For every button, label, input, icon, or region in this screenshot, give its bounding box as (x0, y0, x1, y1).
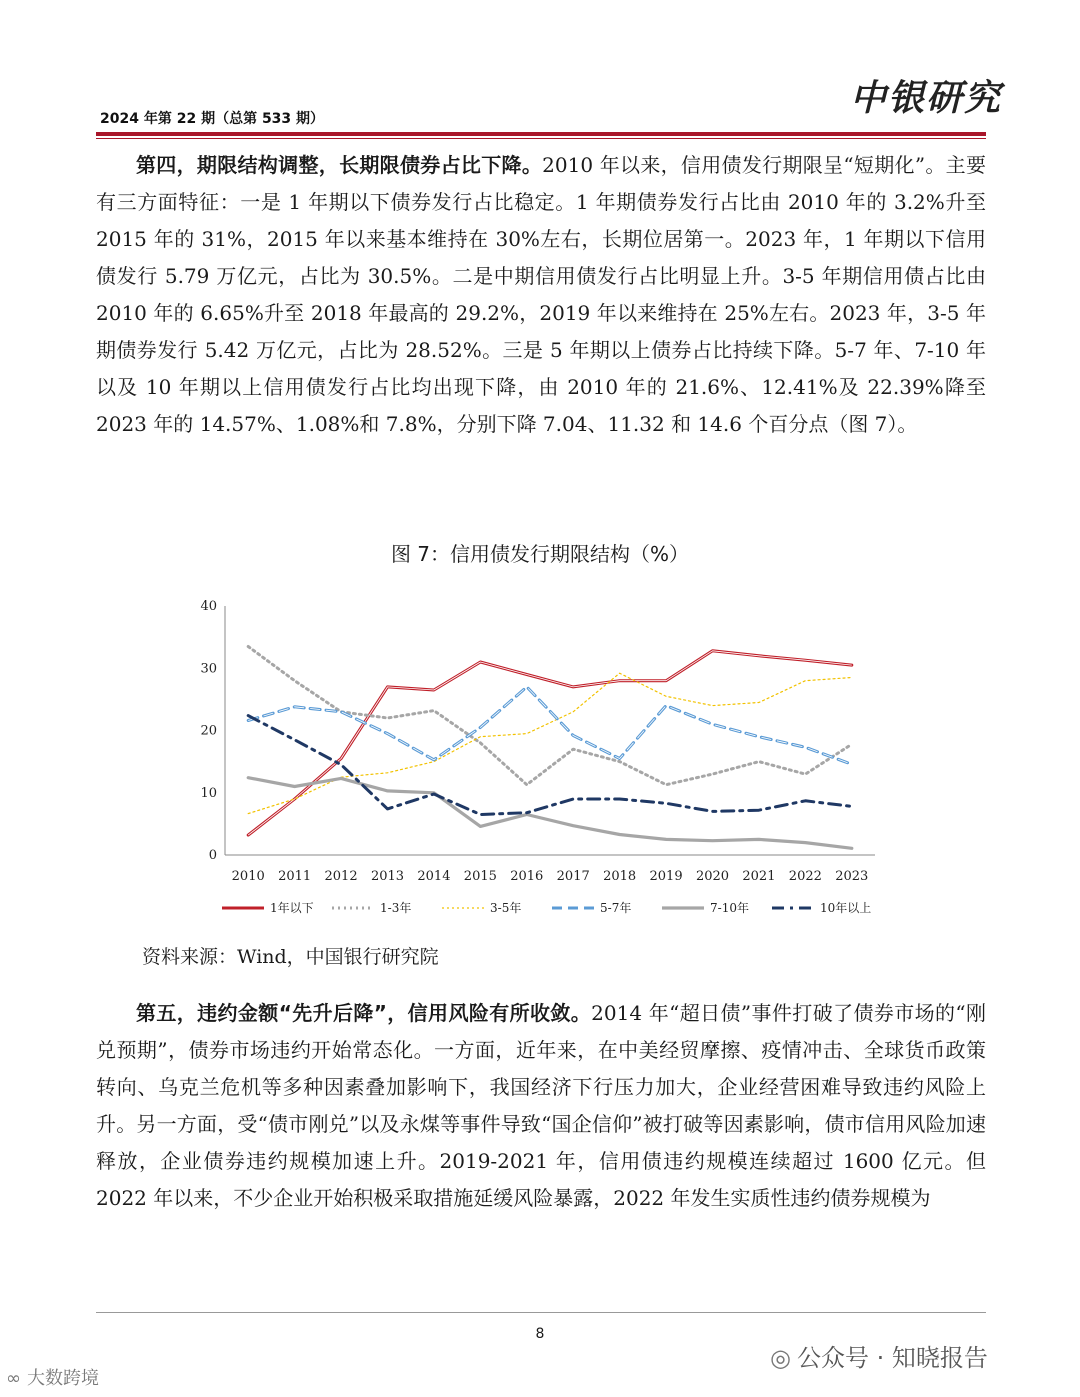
legend-label-6: 10年以上 (820, 901, 872, 915)
x-tick-label: 2012 (324, 869, 358, 884)
header-divider-thin (96, 138, 986, 139)
x-tick-label: 2020 (695, 869, 730, 884)
x-tick-label: 2013 (370, 869, 405, 884)
legend-label-2: 1-3年 (380, 901, 412, 915)
y-tick-label: 10 (200, 785, 217, 801)
header-divider (96, 132, 986, 136)
y-tick-label: 40 (200, 599, 217, 614)
x-tick-label: 2010 (231, 869, 265, 884)
wechat-icon: ◎ (770, 1344, 791, 1372)
x-tick-label: 2021 (742, 869, 776, 884)
watermark-text: 大数跨境 (27, 1368, 99, 1389)
series-line-3 (248, 673, 852, 813)
x-tick-label: 2019 (649, 869, 683, 884)
series-line-highlight-1 (248, 651, 852, 835)
series-line-6 (248, 716, 852, 815)
paragraph-body: 2014 年“超日债”事件打破了债券市场的“刚兑预期”，债券市场违约开始常态化。一方面，近年来，在中美经贸摩擦、疫情冲击、全球货币政策转向、乌克兰危机等多种因素叠加影响下，我国经济下行压力加大，企业经营困难导致违约风险上升。另一方面，受“债市刚兑”以及永煤等事件导致“国企信仰”被打破等因素影响，债市信用风险加速释放，企业债券违约规模加速上升。2019-2021 年，信用债违约规模连续超过 1600 亿元。但 2022 年以来，不少企业开始积极采取措施延缓风险暴露，2022 年发生实质性违约债券规模为 (96, 1001, 986, 1210)
x-tick-label: 2014 (417, 869, 451, 884)
y-tick-label: 0 (208, 848, 217, 863)
line-chart (180, 590, 900, 930)
x-tick-label: 2011 (278, 869, 312, 884)
y-tick-label: 20 (200, 723, 217, 739)
x-tick-label: 2016 (510, 869, 544, 884)
figure-source: 资料来源：Wind，中国银行研究院 (142, 946, 439, 968)
publisher-logo: 中银研究 (850, 77, 1003, 119)
series-line-5 (248, 778, 852, 849)
x-tick-label: 2022 (788, 869, 822, 884)
y-tick-label: 30 (200, 661, 217, 677)
legend-label-3: 3-5年 (490, 901, 522, 915)
paragraph-term-structure (96, 147, 986, 443)
chart-svg (180, 590, 900, 930)
link-icon: ∞ (6, 1368, 21, 1389)
figure-title: 图 7：信用债发行期限结构（%） (390, 542, 690, 566)
series-line-4 (248, 687, 852, 764)
paragraph-body: 2010 年以来，信用债发行期限呈“短期化”。主要有三方面特征：一是 1 年期以下债券发行占比稳定。1 年期债券发行占比由 2010 年的 3.2%升至 2015 年的 31%，2015 年以来基本维持在 30%左右，长期位居第一。2023 年，1 年期以下信用债发行 5.79 万亿元，占比为 30.5%。二是中期信用债发行占比明显上升。3-5 年期信用债占比由 2010 年的 6.65%升至 2018 年最高的 29.2%，2019 年以来维持在 25%左右。2023 年，3-5 年期债券发行 5.42 万亿元，占比为 28.52%。三是 5 年期以上债券占比持续下降。5-7 年、7-10 年以及 10 年期以上信用债发行占比均出现下降，由 2010 年的 21.6%、12.41%及 22.39%降至 2023 年的 14.57%、1.08%和 7.8%，分别下降 7.04、11.32 和 14.6 个百分点（图 7）。 (96, 153, 986, 436)
watermark-wechat (770, 1338, 988, 1373)
x-tick-label: 2023 (835, 869, 869, 884)
x-tick-label: 2017 (556, 869, 590, 884)
x-tick-label: 2015 (463, 869, 497, 884)
paragraph-lead: 第四，期限结构调整，长期限债券占比下降。 (136, 153, 543, 177)
page-number: 8 (535, 1326, 545, 1342)
legend-label-1: 1年以下 (270, 901, 314, 915)
x-tick-label: 2018 (603, 869, 637, 884)
watermark-source (6, 1364, 99, 1390)
watermark-text: 公众号 · 知晓报告 (796, 1344, 988, 1372)
paragraph-default-risk (96, 995, 986, 1217)
issue-label: 2024 年第 22 期（总第 533 期） (100, 111, 325, 127)
footer-divider (96, 1312, 986, 1313)
paragraph-lead: 第五，违约金额“先升后降”，信用风险有所收敛。 (136, 1001, 592, 1025)
legend-label-5: 7-10年 (710, 901, 749, 915)
legend-label-4: 5-7年 (600, 901, 632, 915)
series-line-highlight-4 (248, 687, 852, 764)
series-line-1 (248, 651, 852, 835)
